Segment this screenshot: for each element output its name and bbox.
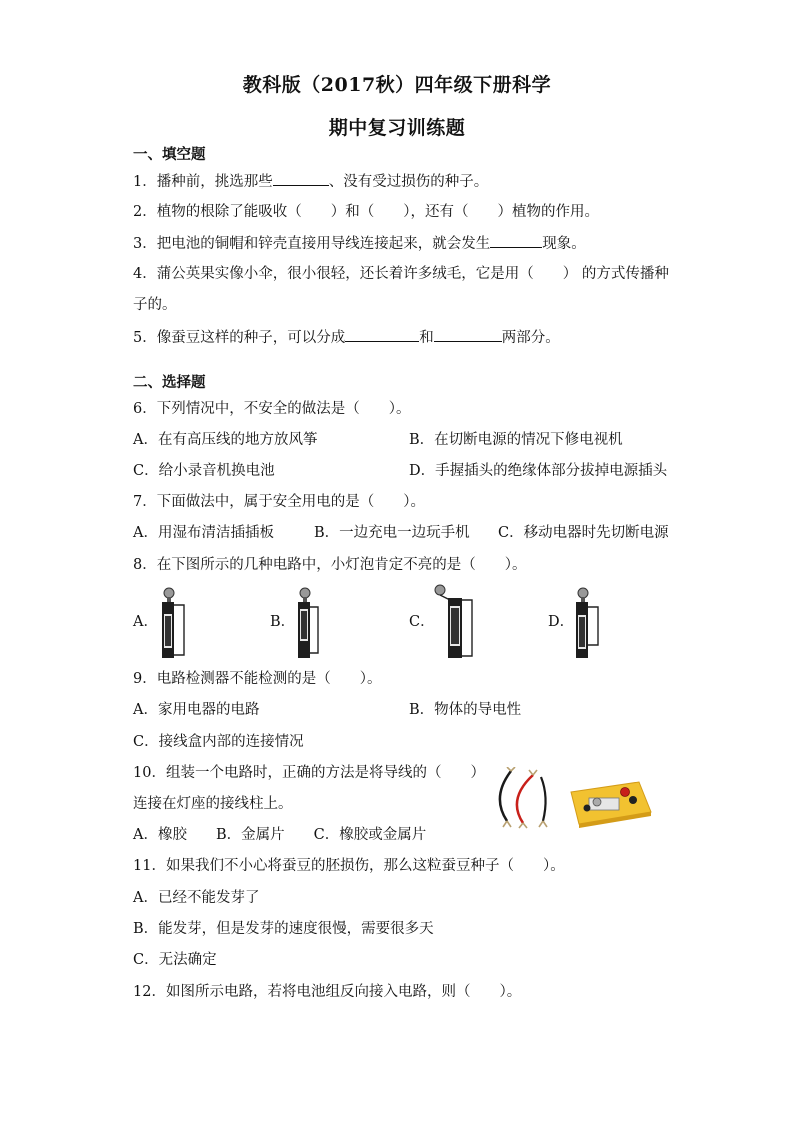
question-7-stem: 7．下面做法中，属于安全用电的是（ ）。 bbox=[133, 494, 425, 510]
question-3-text-a: 3．把电池的铜帽和锌壳直接用导线连接起来，就会发生 bbox=[133, 236, 491, 252]
question-11-option-a: A．已经不能发芽了 bbox=[133, 890, 260, 906]
question-1-text-b: 、没有受过损伤的种子。 bbox=[328, 174, 489, 190]
question-5 bbox=[133, 327, 560, 348]
answer-blank bbox=[490, 233, 542, 248]
question-11-stem: 11．如果我们不小心将蚕豆的胚损伤，那么这粒蚕豆种子（ ）。 bbox=[133, 858, 565, 874]
question-9-option-a: A．家用电器的电路 bbox=[133, 702, 260, 718]
answer-blank bbox=[273, 171, 329, 186]
question-11-option-b: B．能发芽，但是发芽的速度很慢，需要很多天 bbox=[133, 921, 434, 937]
question-9-option-c: C．接线盒内部的连接情况 bbox=[133, 734, 304, 750]
question-5-text-b: 和 bbox=[419, 330, 434, 346]
circuit-diagram-b bbox=[292, 585, 328, 661]
question-8-option-c: C． bbox=[409, 614, 435, 630]
answer-blank bbox=[434, 327, 502, 342]
circuit-diagram-c bbox=[430, 582, 476, 662]
circuit-diagram-a bbox=[156, 585, 192, 661]
question-6-stem: 6．下列情况中，不安全的做法是（ ）。 bbox=[133, 401, 411, 417]
lamp-holder-board-image bbox=[565, 778, 653, 828]
question-9-stem: 9．电路检测器不能检测的是（ ）。 bbox=[133, 671, 382, 687]
question-9-option-b: B．物体的导电性 bbox=[409, 702, 522, 718]
question-12-stem: 12．如图所示电路，若将电池组反向接入电路，则（ ）。 bbox=[133, 984, 522, 1000]
question-4-line-1: 4．蒲公英果实像小伞，很小很轻，还长着许多绒毛，它是用（ ） 的方式传播种 bbox=[133, 266, 669, 282]
question-8-option-d: D． bbox=[548, 614, 575, 630]
question-5-text-c: 两部分。 bbox=[501, 330, 560, 346]
question-6-option-d: D．手握插头的绝缘体部分拔掉电源插头 bbox=[409, 463, 668, 479]
question-7-option-b: B．一边充电一边玩手机 bbox=[314, 525, 470, 541]
question-5-text-a: 5．像蚕豆这样的种子，可以分成 bbox=[133, 330, 346, 346]
section-fill-blank: 一、填空题 bbox=[133, 146, 206, 163]
question-8-stem: 8．在下图所示的几种电路中，小灯泡肯定不亮的是（ ）。 bbox=[133, 557, 527, 573]
question-8-option-a: A． bbox=[133, 614, 158, 630]
question-8-option-b: B． bbox=[270, 614, 296, 630]
section-multiple-choice: 二、选择题 bbox=[133, 374, 206, 391]
question-3-text-b: 现象。 bbox=[542, 236, 586, 252]
question-7-option-c: C．移动电器时先切断电源 bbox=[498, 525, 669, 541]
question-4-line-2: 子的。 bbox=[133, 297, 177, 313]
question-3 bbox=[133, 233, 586, 254]
question-1-text-a: 1．播种前，挑选那些 bbox=[133, 174, 273, 190]
document-subtitle: 期中复习训练题 bbox=[328, 117, 466, 139]
question-1 bbox=[133, 171, 488, 192]
wires-image bbox=[493, 767, 555, 829]
question-6-option-c: C．给小录音机换电池 bbox=[133, 463, 275, 479]
question-2: 2．植物的根除了能吸收（ ）和（ ），还有（ ）植物的作用。 bbox=[133, 204, 599, 220]
question-6-option-a: A．在有高压线的地方放风筝 bbox=[133, 432, 318, 448]
question-7-option-a: A．用湿布清洁插插板 bbox=[133, 525, 274, 541]
question-10-line-2: 连接在灯座的接线柱上。 bbox=[133, 796, 293, 812]
question-10-options: A．橡胶 B．金属片 C．橡胶或金属片 bbox=[133, 827, 427, 843]
circuit-diagram-d bbox=[570, 585, 606, 661]
document-title: 教科版（2017秋）四年级下册科学 bbox=[242, 74, 552, 96]
question-6-option-b: B．在切断电源的情况下修电视机 bbox=[409, 432, 623, 448]
question-10-line-1: 10．组装一个电路时，正确的方法是将导线的（ ） bbox=[133, 765, 485, 781]
answer-blank bbox=[345, 327, 419, 342]
question-11-option-c: C．无法确定 bbox=[133, 952, 217, 968]
